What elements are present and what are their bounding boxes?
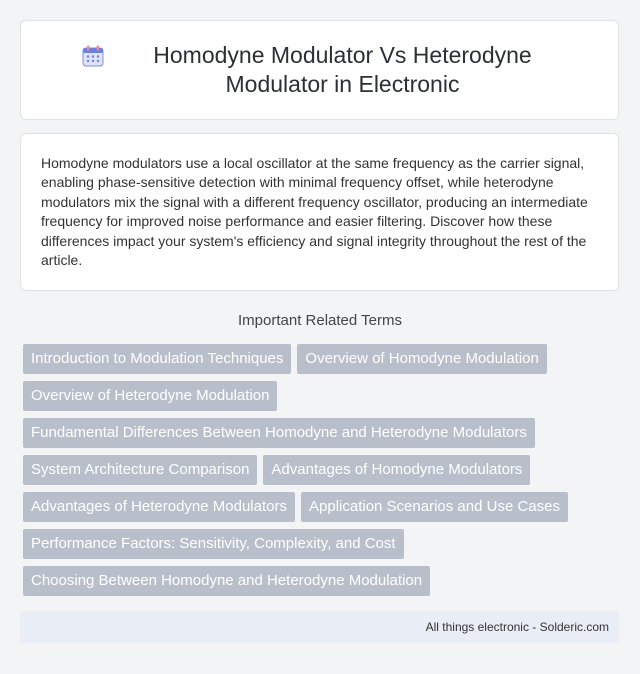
title-card	[20, 20, 619, 120]
related-term-tag[interactable]: Application Scenarios and Use Cases	[301, 492, 568, 522]
related-terms-heading: Important Related Terms	[238, 312, 402, 329]
description-card	[20, 133, 619, 291]
related-term-tag[interactable]: Overview of Homodyne Modulation	[297, 344, 546, 374]
related-term-tag[interactable]: Introduction to Modulation Techniques	[23, 344, 291, 374]
related-term-tag[interactable]: Advantages of Homodyne Modulators	[263, 455, 530, 485]
page-title: Homodyne Modulator Vs Heterodyne Modulator in Electronic	[153, 42, 532, 97]
related-term-tag[interactable]: Advantages of Heterodyne Modulators	[23, 492, 295, 522]
related-term-tag[interactable]: Fundamental Differences Between Homodyne and Heterodyne Modulators	[23, 418, 535, 448]
title-wrap	[82, 41, 558, 99]
footer-text: All things electronic - Solderic.com	[425, 620, 609, 634]
related-term-tag[interactable]: Choosing Between Homodyne and Heterodyne Modulation	[23, 566, 430, 596]
related-term-tag[interactable]: Overview of Heterodyne Modulation	[23, 381, 277, 411]
footer	[20, 611, 619, 643]
related-terms-list	[23, 344, 623, 603]
description-text: Homodyne modulators use a local oscillator at the same frequency as the carrier signal, enabling phase-sensitive detection with minimal frequency offset, while heterodyne modulators mix the signal with a different frequency oscillator, producing an intermediate frequency for improved noise performance and easier filtering. Discover how these differences impact your system's efficiency and signal integrity throughout the rest of the article.	[41, 155, 588, 269]
calendar-icon	[82, 45, 104, 67]
related-term-tag[interactable]: Performance Factors: Sensitivity, Complexity, and Cost	[23, 529, 404, 559]
related-term-tag[interactable]: System Architecture Comparison	[23, 455, 257, 485]
